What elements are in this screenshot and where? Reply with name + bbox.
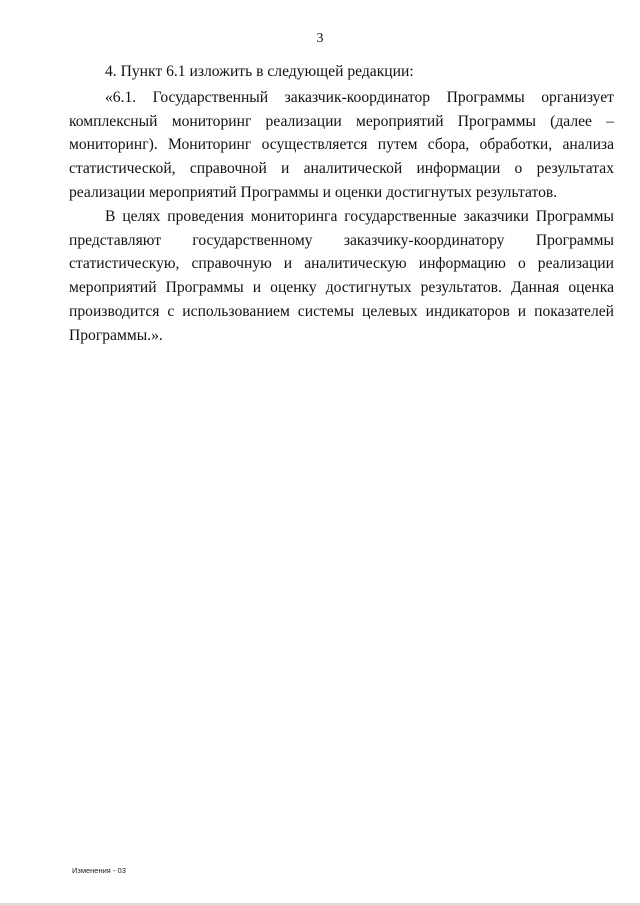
document-body <box>69 60 614 348</box>
paragraph-amendment-intro: 4. Пункт 6.1 изложить в следующей редакции: <box>105 63 414 80</box>
footer-revision-note: Изменения - 03 <box>72 866 126 875</box>
paragraph-monitoring-purpose: В целях проведения мониторинга государственные заказчики Программы представляют государственному заказчику-координатору Программы статистическую, справочную и аналитическую информацию о реализации мероприятий Программы и оценку достигнутых результатов. Данная оценка производится с использованием системы целевых индикаторов и показателей Программы.». <box>69 207 614 344</box>
paragraph-clause-6-1: «6.1. Государственный заказчик-координатор Программы организует комплексный мониторинг реализации мероприятий Программы (далее – мониторинг). Мониторинг осуществляется путем сбора, обработки, анализа статистической, справочной и аналитической информации о результатах реализации мероприятий Программы и оценки достигнутых результатов. <box>69 88 614 201</box>
page-number: 3 <box>316 31 324 46</box>
